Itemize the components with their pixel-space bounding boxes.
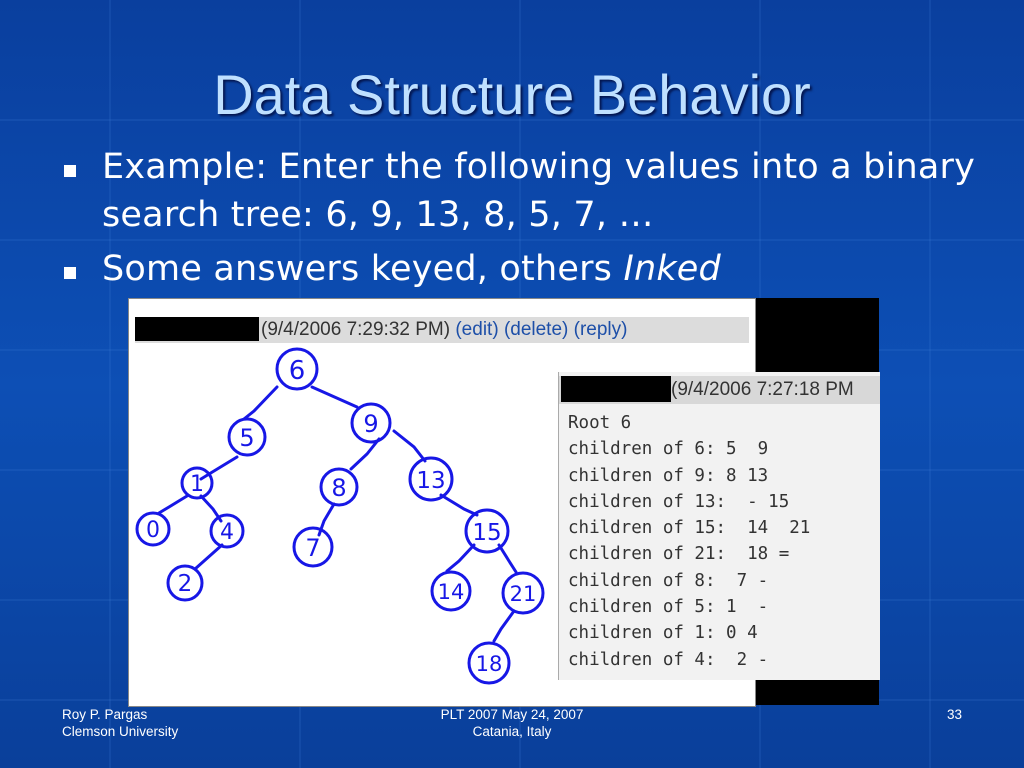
tree-node-label: 15	[472, 520, 502, 546]
bullet-text: Some answers keyed, others	[102, 249, 624, 289]
redacted-name	[561, 376, 671, 402]
tree-node	[352, 404, 390, 442]
tree-node	[211, 515, 243, 547]
tree-node-label: 9	[363, 410, 379, 438]
answer-line: children of 15: 14 21	[568, 518, 811, 539]
answer-line: children of 9: 8 13	[568, 465, 769, 486]
tree-node	[503, 573, 543, 613]
tree-node-label: 2	[177, 571, 193, 597]
answer-line: children of 4: 2 -	[568, 649, 769, 670]
tree-node-label: 1	[190, 472, 204, 497]
slide-title: Data Structure Behavior	[213, 63, 811, 126]
tree-node	[469, 643, 509, 683]
tree-node-label: 18	[475, 652, 503, 676]
reply-link[interactable]: (reply)	[573, 319, 628, 340]
tree-node	[137, 513, 169, 545]
author-name: Roy P. Pargas	[62, 707, 148, 722]
delete-link[interactable]: (delete)	[503, 319, 569, 340]
footer-event	[0, 706, 1024, 768]
tree-node-label: 13	[416, 468, 446, 494]
author-affiliation: Clemson University	[62, 724, 179, 739]
answer-line: children of 13: - 15	[568, 491, 790, 512]
page-number: 33	[946, 707, 962, 722]
tree-node-label: 5	[239, 424, 255, 452]
bullet-square-icon	[64, 165, 76, 177]
edit-link[interactable]: (edit)	[455, 319, 499, 340]
answer-line: Root 6	[568, 413, 632, 433]
tree-node-label: 7	[305, 534, 321, 562]
tree-node-label: 8	[331, 474, 347, 502]
tree-node	[229, 419, 265, 455]
tree-node	[168, 566, 202, 600]
answer-line: children of 21: 18 =	[568, 544, 790, 565]
event-location: Catania, Italy	[472, 724, 552, 739]
tree-node	[277, 349, 317, 389]
tree-node	[466, 510, 508, 552]
bullet-text: Example: Enter the following values into a binary search tree: 6, 9, 13, 8, 5, 7, …	[102, 147, 976, 235]
tree-node-label: 21	[509, 582, 537, 606]
tree-node	[410, 458, 452, 500]
tree-node-label: 6	[288, 356, 306, 386]
tree-node	[182, 468, 212, 498]
keyed-answer-screenshot	[558, 372, 880, 680]
tree-node-label: 14	[437, 580, 465, 604]
post-timestamp: (9/4/2006 7:27:18 PM	[671, 379, 854, 400]
event-name: PLT 2007 May 24, 2007	[440, 707, 584, 722]
tree-node-label: 0	[146, 518, 160, 543]
bullet-list	[62, 143, 1002, 299]
tree-node	[294, 528, 332, 566]
answer-line: children of 5: 1 -	[568, 597, 769, 618]
bullet-item	[62, 143, 1002, 239]
bullet-item	[62, 245, 1002, 293]
answer-line: children of 6: 5 9	[568, 439, 769, 460]
keyed-answer-text	[568, 410, 810, 673]
keyed-answer-header	[559, 376, 880, 404]
bullet-square-icon	[64, 267, 76, 279]
answer-line: children of 1: 0 4	[568, 623, 758, 644]
tree-node	[321, 469, 357, 505]
answer-line: children of 8: 7 -	[568, 570, 769, 591]
bullet-italic-text: Inked	[623, 249, 721, 289]
tree-node-label: 4	[220, 520, 234, 545]
post-timestamp: (9/4/2006 7:29:32 PM)	[261, 319, 451, 340]
tree-node	[432, 572, 470, 610]
